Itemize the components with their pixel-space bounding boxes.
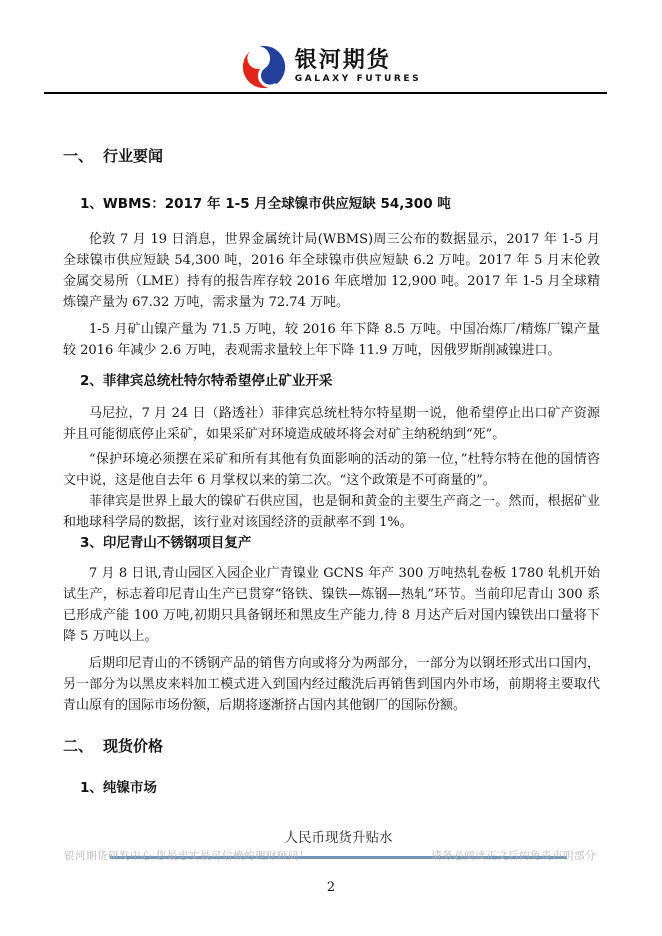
section-heading-industry-news — [63, 146, 600, 166]
report-body — [0, 146, 662, 798]
subsection-heading-pure-nickel: 1、纯镍市场 — [80, 780, 157, 796]
footer-left-disclaimer: 银河期货研发中心 您最忠实最可信赖的理财顾问！ — [64, 850, 310, 862]
page-footer — [64, 848, 596, 863]
footer-right-disclaimer: 请务必阅读正文后的免责声明部分 — [431, 850, 596, 862]
paragraph-wbms-1: 伦敦 7 月 19 日消息，世界金属统计局(WBMS)周三公布的数据显示，2017 年 1-5 月全球镍市供应短缺 54,300 吨，2016 年全球镍市供应短缺 6.2 万吨。2017 年 5 月末伦敦金属交易所（LME）持有的报告库存较 2016 年底增加 12,900 吨。2017 年 1-5 月全球精炼镍产量为 67.32 万吨，需求量为 72.74 万吨。 — [63, 232, 600, 310]
section-title: 现货价格 — [103, 737, 164, 755]
section-number: 二、 — [63, 737, 94, 755]
section-heading-spot-prices — [63, 736, 600, 756]
galaxy-logo-icon — [241, 45, 287, 89]
paragraph-indonesia-1: 7 月 8 日讯,青山园区入园企业广青镍业 GCNS 年产 300 万吨热轧卷板 1780 轧机开始试生产，标志着印尼青山生产已贯穿“铬铁、镍铁—炼钢—热轧”环节。当前印尼青山 300 系已形成产能 100 万吨,初期只具备钢坯和黑皮生产能力,待 8 月达产后对国内镍铁出口量将下降 5 万吨以上。 — [63, 566, 600, 644]
subsection-heading-indonesia: 3、印尼青山不锈钢项目复产 — [80, 535, 252, 551]
header-divider — [44, 92, 607, 94]
paragraph-wbms-2: 1-5 月矿山镍产量为 71.5 万吨，较 2016 年下降 8.5 万吨。中国冶炼厂/精炼厂镍产量较 2016 年减少 2.6 万吨，表观需求量较上年下降 11.9 万吨，因俄罗斯削减镍进口。 — [63, 322, 600, 358]
report-header — [0, 0, 662, 94]
section-title: 行业要闻 — [103, 147, 164, 165]
chart-title: 人民币现货升贴水 — [284, 830, 393, 846]
logo-text — [295, 49, 422, 85]
section-number: 一、 — [63, 147, 94, 165]
paragraph-philippines-1: 马尼拉，7 月 24 日（路透社）菲律宾总统杜特尔特星期一说，他希望停止出口矿产资源并且可能彻底停止采矿，如果采矿对环境造成破坏将会对矿主纳税纳到“死”。 — [63, 406, 600, 442]
paragraph-indonesia-2: 后期印尼青山的不锈钢产品的销售方向或将分为两部分，一部分为以钢坯形式出口国内，另一部分为以黑皮来料加工模式进入到国内经过酸洗后再销售到国内外市场，前期将主要取代青山原有的国际市场份额，后期将逐渐挤占国内其他钢厂的国际份额。 — [63, 656, 600, 713]
subsection-heading-philippines: 2、菲律宾总统杜特尔特希望停止矿业开采 — [80, 373, 333, 389]
page-number: 2 — [326, 880, 336, 895]
logo-title: 银河期货 — [294, 48, 391, 73]
logo — [0, 44, 662, 90]
logo-subtitle: GALAXY FUTURES — [294, 74, 422, 84]
paragraph-philippines-2: “保护环境必须摆在采矿和所有其他有负面影响的活动的第一位，”杜特尔特在他的国情咨文中说，这是他自去年 6 月掌权以来的第二次。“这个政策是不可商量的”。 — [63, 452, 600, 488]
paragraph-philippines-3: 菲律宾是世界上最大的镍矿石供应国，也是铜和黄金的主要生产商之一。然而，根据矿业和地球科学局的数据，该行业对该国经济的贡献率不到 1%。 — [63, 494, 600, 530]
subsection-heading-wbms: 1、WBMS：2017 年 1-5 月全球镍市供应短缺 54,300 吨 — [80, 196, 451, 212]
